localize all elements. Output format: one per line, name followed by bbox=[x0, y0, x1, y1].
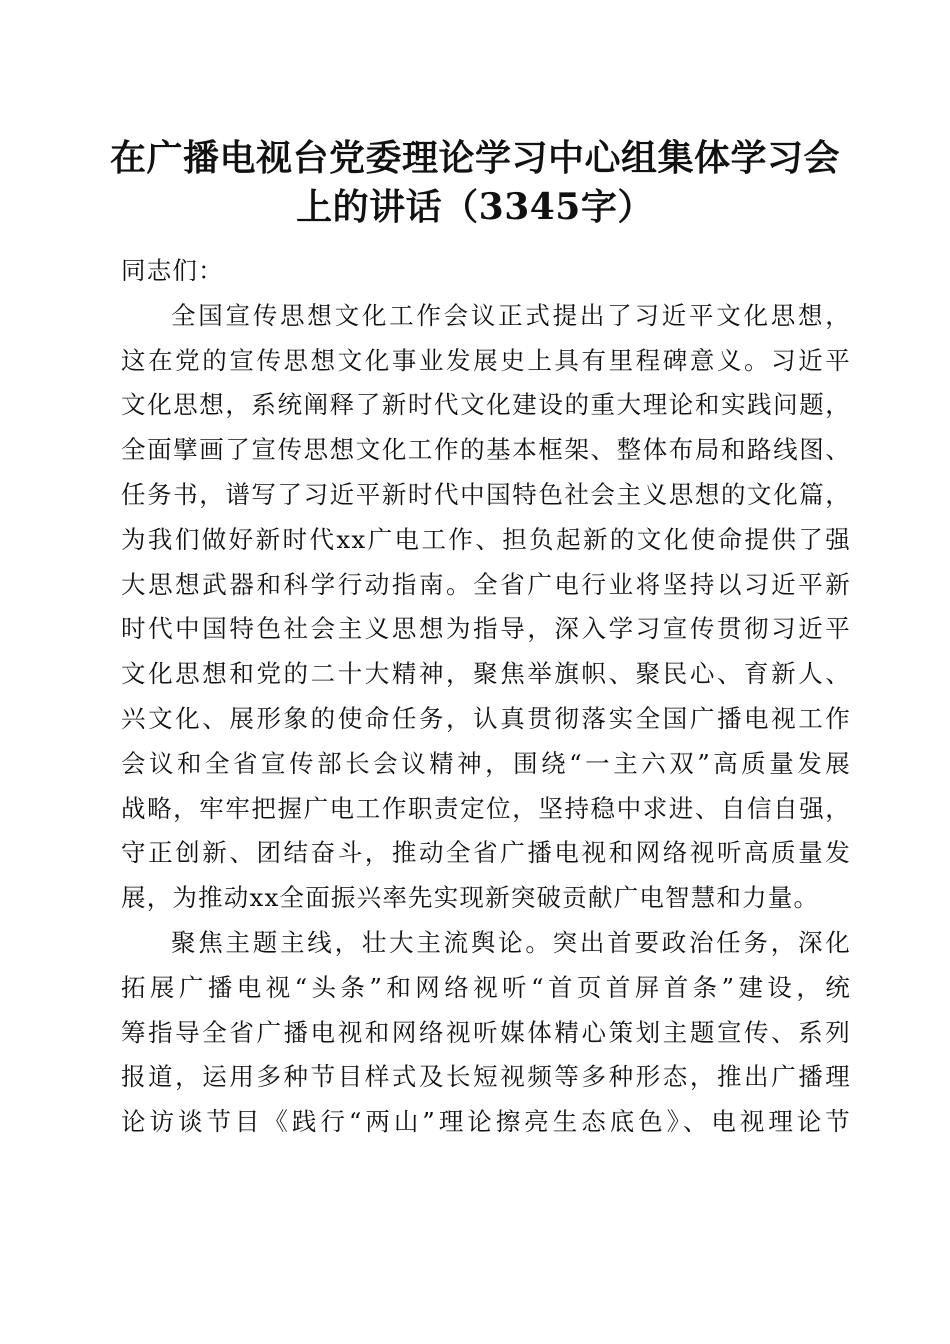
title-line-2: 上的讲话（3345字） bbox=[296, 186, 654, 228]
paragraph-line: 拓展广播电视“头条”和网络视听“首页首屏首条”建设，统 bbox=[121, 972, 851, 1002]
paragraph-line: 展，为推动xx全面振兴率先实现新突破贡献广电智慧和力量。 bbox=[121, 883, 820, 913]
paragraph-line: 守正创新、团结奋斗，推动全省广播电视和网络视听高质量发 bbox=[121, 838, 851, 868]
paragraph-line: 时代中国特色社会主义思想为指导，深入学习宣传贯彻习近平 bbox=[121, 614, 851, 644]
salutation: 同志们： bbox=[121, 256, 224, 285]
paragraph-line: 文化思想，系统阐释了新时代文化建设的重大理论和实践问题， bbox=[121, 390, 851, 420]
paragraph-line: 为我们做好新时代xx广电工作、担负起新的文化使命提供了强 bbox=[121, 524, 851, 554]
document-title bbox=[110, 134, 840, 232]
paragraph-2 bbox=[121, 921, 851, 1145]
paragraph-line: 全面擘画了宣传思想文化工作的基本框架、整体布局和路线图、 bbox=[121, 435, 851, 465]
paragraph-line: 文化思想和党的二十大精神，聚焦举旗帜、聚民心、育新人、 bbox=[121, 659, 851, 689]
paragraph-line: 筹指导全省广播电视和网络视听媒体精心策划主题宣传、系列 bbox=[121, 1017, 851, 1047]
paragraph-line: 大思想武器和科学行动指南。全省广电行业将坚持以习近平新 bbox=[121, 569, 851, 599]
paragraph-line: 会议和全省宣传部长会议精神，围绕“一主六双”高质量发展 bbox=[121, 748, 851, 778]
paragraph-line: 这在党的宣传思想文化事业发展史上具有里程碑意义。习近平 bbox=[121, 345, 851, 375]
document-body bbox=[121, 249, 851, 1145]
paragraph-line: 兴文化、展形象的使命任务，认真贯彻落实全国广播电视工作 bbox=[121, 703, 851, 733]
paragraph-line: 战略，牢牢把握广电工作职责定位，坚持稳中求进、自信自强， bbox=[121, 793, 851, 823]
paragraph-line: 论访谈节目《践行“两山”理论擦亮生态底色》、电视理论节 bbox=[121, 1107, 851, 1137]
title-line-1: 在广播电视台党委理论学习中心组集体学习会 bbox=[110, 137, 841, 179]
paragraph-line: 报道，运用多种节目样式及长短视频等多种形态，推出广播理 bbox=[121, 1062, 851, 1092]
paragraph-line: 聚焦主题主线，壮大主流舆论。突出首要政治任务，深化 bbox=[171, 927, 851, 957]
paragraph-line: 全国宣传思想文化工作会议正式提出了习近平文化思想， bbox=[171, 300, 851, 330]
paragraph-line: 任务书，谱写了习近平新时代中国特色社会主义思想的文化篇， bbox=[121, 479, 851, 509]
paragraph-1 bbox=[121, 294, 851, 921]
